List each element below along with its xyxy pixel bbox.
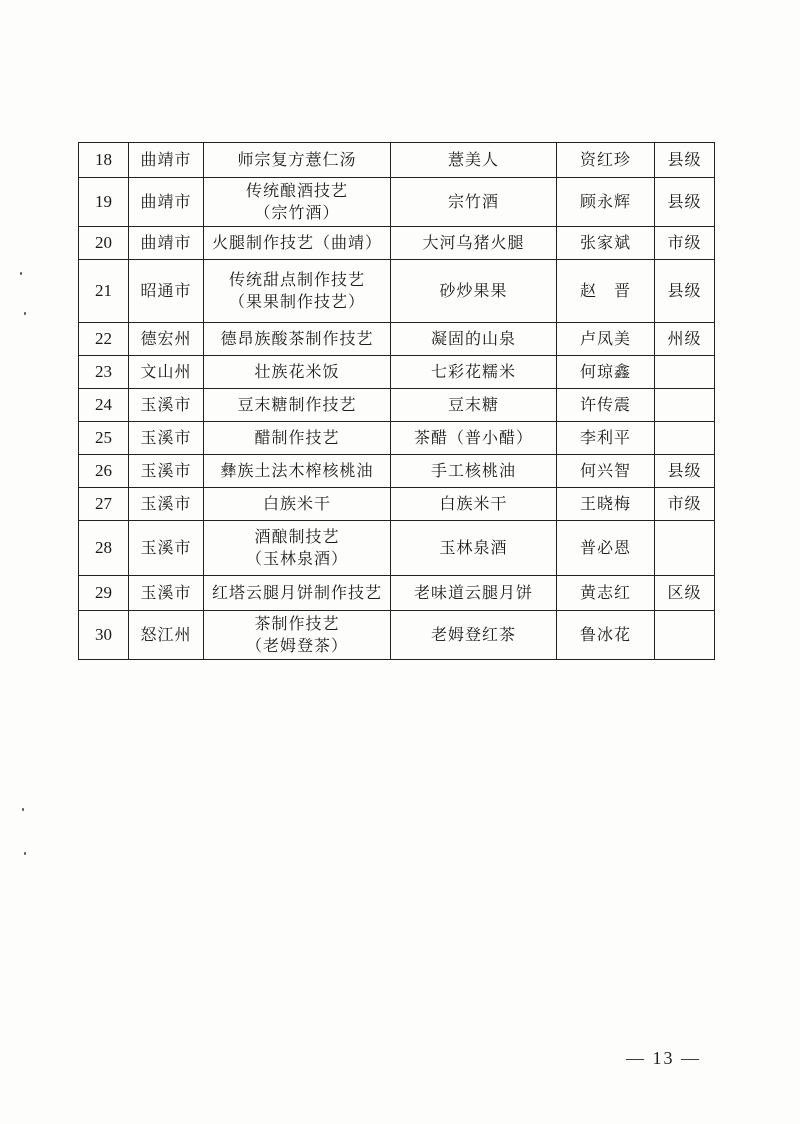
cell-person: 许传震 [557, 389, 655, 422]
table-row [79, 488, 715, 521]
item-line: 火腿制作技艺（曲靖） [211, 233, 382, 252]
cell-product: 凝固的山泉 [391, 323, 557, 356]
item-line: （果果制作技艺） [228, 292, 365, 311]
cell-heritage-item [204, 356, 391, 389]
cell-number: 30 [79, 611, 129, 660]
item-line: 德昂族酸茶制作技艺 [220, 329, 374, 348]
cell-city: 玉溪市 [129, 576, 204, 611]
table-row [79, 260, 715, 323]
cell-city: 曲靖市 [129, 178, 204, 227]
cell-level: 区级 [655, 576, 715, 611]
cell-city: 文山州 [129, 356, 204, 389]
cell-heritage-item [204, 389, 391, 422]
item-line: 彝族土法木榨核桃油 [220, 461, 374, 480]
cell-product: 白族米干 [391, 488, 557, 521]
item-line: 豆末糖制作技艺 [237, 395, 357, 414]
table-row [79, 576, 715, 611]
cell-product: 砂炒果果 [391, 260, 557, 323]
cell-heritage-item [204, 521, 391, 576]
cell-person: 顾永辉 [557, 178, 655, 227]
cell-product: 玉林泉酒 [391, 521, 557, 576]
cell-heritage-item [204, 455, 391, 488]
cell-city: 德宏州 [129, 323, 204, 356]
cell-person: 张家斌 [557, 227, 655, 260]
scan-speck [24, 312, 26, 315]
cell-person: 何琼鑫 [557, 356, 655, 389]
cell-number: 23 [79, 356, 129, 389]
heritage-table [78, 142, 715, 660]
cell-level: 县级 [655, 260, 715, 323]
item-line: 传统甜点制作技艺 [228, 270, 365, 289]
cell-city: 玉溪市 [129, 521, 204, 576]
cell-person: 何兴智 [557, 455, 655, 488]
cell-heritage-item [204, 323, 391, 356]
cell-number: 29 [79, 576, 129, 611]
item-line: 白族米干 [262, 494, 331, 513]
cell-city: 曲靖市 [129, 227, 204, 260]
cell-level: 市级 [655, 227, 715, 260]
item-line: （宗竹酒） [254, 203, 340, 222]
item-line: 醋制作技艺 [254, 428, 340, 447]
cell-level [655, 611, 715, 660]
cell-number: 19 [79, 178, 129, 227]
table-row [79, 389, 715, 422]
table-row [79, 611, 715, 660]
table-row [79, 227, 715, 260]
cell-person: 普必恩 [557, 521, 655, 576]
item-line: 壮族花米饭 [254, 362, 340, 381]
cell-number: 26 [79, 455, 129, 488]
scan-speck [22, 808, 24, 811]
cell-level: 市级 [655, 488, 715, 521]
cell-city: 曲靖市 [129, 143, 204, 178]
cell-product: 老味道云腿月饼 [391, 576, 557, 611]
cell-product: 茶醋（普小醋） [391, 422, 557, 455]
cell-person: 鲁冰花 [557, 611, 655, 660]
cell-city: 昭通市 [129, 260, 204, 323]
cell-number: 25 [79, 422, 129, 455]
table-body [79, 143, 715, 660]
cell-number: 28 [79, 521, 129, 576]
cell-product: 大河乌猪火腿 [391, 227, 557, 260]
table-row [79, 323, 715, 356]
scan-speck [24, 852, 26, 855]
cell-heritage-item [204, 143, 391, 178]
cell-level: 县级 [655, 178, 715, 227]
cell-level [655, 356, 715, 389]
cell-level: 州级 [655, 323, 715, 356]
cell-level [655, 389, 715, 422]
cell-city: 玉溪市 [129, 389, 204, 422]
cell-number: 24 [79, 389, 129, 422]
cell-city: 玉溪市 [129, 422, 204, 455]
cell-city: 玉溪市 [129, 488, 204, 521]
cell-person: 赵 晋 [557, 260, 655, 323]
cell-product: 七彩花糯米 [391, 356, 557, 389]
cell-number: 27 [79, 488, 129, 521]
table-row [79, 521, 715, 576]
cell-heritage-item [204, 227, 391, 260]
cell-person: 黄志红 [557, 576, 655, 611]
cell-heritage-item [204, 260, 391, 323]
cell-product: 老姆登红茶 [391, 611, 557, 660]
cell-number: 21 [79, 260, 129, 323]
cell-number: 22 [79, 323, 129, 356]
cell-level: 县级 [655, 455, 715, 488]
cell-heritage-item [204, 611, 391, 660]
page-number: — 13 — [626, 1048, 701, 1068]
table-row [79, 178, 715, 227]
table-row [79, 143, 715, 178]
cell-city: 怒江州 [129, 611, 204, 660]
item-line: 茶制作技艺 [254, 614, 340, 633]
cell-heritage-item [204, 488, 391, 521]
cell-heritage-item [204, 422, 391, 455]
cell-level: 县级 [655, 143, 715, 178]
table-row [79, 455, 715, 488]
item-line: 红塔云腿月饼制作技艺 [211, 583, 382, 602]
cell-city: 玉溪市 [129, 455, 204, 488]
cell-level [655, 521, 715, 576]
cell-product: 豆末糖 [391, 389, 557, 422]
cell-heritage-item [204, 576, 391, 611]
cell-level [655, 422, 715, 455]
cell-product: 薏美人 [391, 143, 557, 178]
cell-number: 18 [79, 143, 129, 178]
table-row [79, 356, 715, 389]
item-line: （玉林泉酒） [245, 549, 348, 568]
cell-product: 宗竹酒 [391, 178, 557, 227]
item-line: 酒酿制技艺 [254, 527, 340, 546]
cell-person: 资红珍 [557, 143, 655, 178]
cell-product: 手工核桃油 [391, 455, 557, 488]
cell-person: 李利平 [557, 422, 655, 455]
item-line: 师宗复方薏仁汤 [237, 150, 357, 169]
scan-speck [20, 272, 22, 275]
cell-number: 20 [79, 227, 129, 260]
table-row [79, 422, 715, 455]
cell-heritage-item [204, 178, 391, 227]
item-line: 传统酿酒技艺 [245, 181, 348, 200]
item-line: （老姆登茶） [245, 636, 348, 655]
cell-person: 卢凤美 [557, 323, 655, 356]
cell-person: 王晓梅 [557, 488, 655, 521]
